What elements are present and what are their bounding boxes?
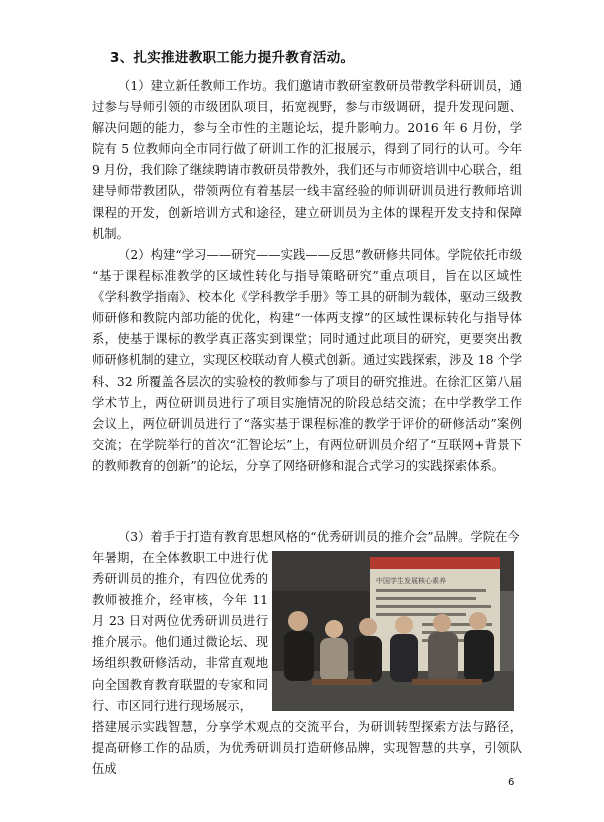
paragraph-research-community: （2）构建“学习——研究——实践——反思”教研修共同体。学院依托市级 “基于课程标准教学的区域性转化与指导策略研究”重点项目，旨在以区域性《学科教学指南》、校本化《学科教学手册》等工具的研制为载体，驱动三级教师研修和教院内部功能的优化，构建“一体两支撑”的区域性课标转化与指导体系，使基于课标的教学真正落实到课堂；同时通过此项目的研究，更要突出教师研修机制的建立，实现区校联动育人模式创新。通过实践探索，涉及 18 个学科、32 所覆盖各层次的实验校的教师参与了项目的研究推进。在徐汇区第八届学术节上，两位研训员进行了项目实施情况的阶段总结交流；在中学教学工作会议上，两位研训员进行了“落实基于课程标准的教学于评价的研修活动”案例交流；在学院举行的首次“汇智论坛”上，有两位研训员介绍了“互联网+背景下的教师教育的创新”的论坛，分享了网络研修和混合式学习的实践探索体系。 <box>92 248 522 473</box>
paragraph-excellent-trainer-tail: 搭建展示实践智慧，分享学术观点的交流平台，为研训转型探索方法与路径，提高研修工作的品质，为优秀研训员打造研修品牌，实现智慧的共享，引领队伍成 <box>92 720 522 777</box>
photo-banner-text: 中国学生发展核心素养 <box>376 577 446 585</box>
section-heading: 3、扎实推进教职工能力提升教育活动。 <box>110 50 355 66</box>
forum-photo <box>272 551 514 711</box>
forum-photo-illustration <box>272 551 514 711</box>
paragraph-excellent-trainer-side: 年暑期，在全体教职工中进行优秀研训员的推介，有四位优秀的教师被推介，经审核，今年 11 月 23 日对两位优秀研训员进行推介展示。他们通过微论坛、现场组织教研修活动，非常直观地向全国教育教育联盟的专家和同行、市区同行进行现场展示， <box>92 551 268 713</box>
page-number: 6 <box>508 777 515 788</box>
paragraph-excellent-trainer-lead: （3）着手于打造有教育思想风格的“优秀研训员的推介会”品牌。学院在今 <box>118 530 520 544</box>
paragraph-new-teacher-workshop: （1）建立新任教师工作坊。我们邀请市教研室教研员带教学科研训员，通过参与导师引领的市级团队项目，拓宽视野，参与市级调研，提升发现问题、解决问题的能力，参与全市性的主题论坛，提升影响力。2016 年 6 月份，学院有 5 位教师向全市同行做了研训工作的汇报展示，得到了同行的认可。今年 9 月份，我们除了继续聘请市教研员带教外，我们还与市师资培训中心联合，组建导师带教团队，带领两位有着基层一线丰富经验的师训研训员进行教师培训课程的开发，创新培训方式和途径，建立研训员为主体的课程开发支持和保障机制。 <box>92 79 522 241</box>
